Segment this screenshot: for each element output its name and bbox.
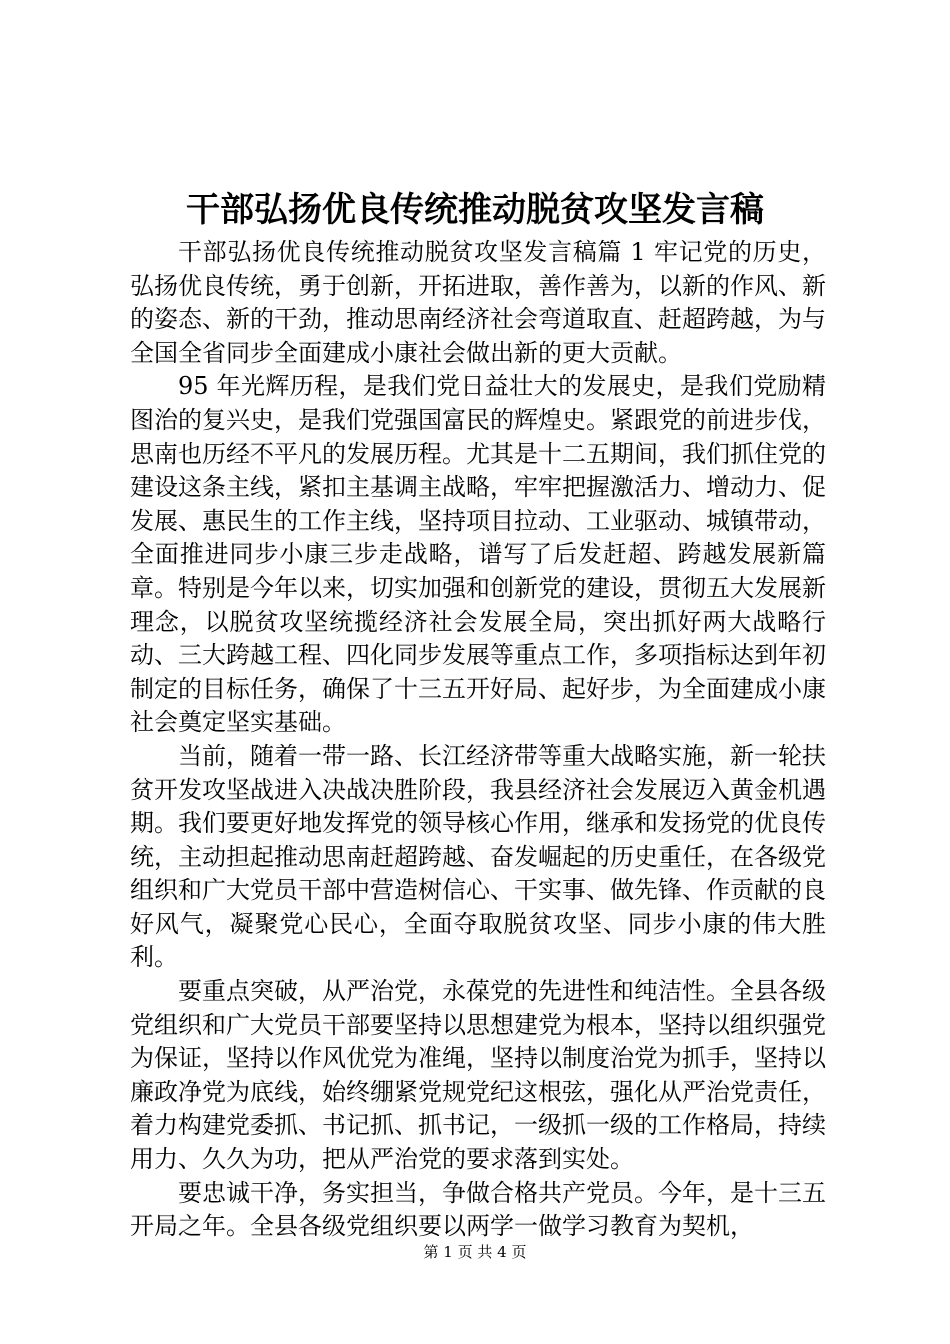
document-body — [130, 236, 826, 1244]
paragraph-1: 干部弘扬优良传统推动脱贫攻坚发言稿篇 1 牢记党的历史，弘扬优良传统，勇于创新，开拓进取，善作善为，以新的作风、新的姿态、新的干劲，推动思南经济社会弯道取直、赶超跨越，为与全国全省同步全面建成小康社会做出新的更大贡献。 — [130, 238, 826, 367]
paragraph-2: 95 年光辉历程，是我们党日益壮大的发展史，是我们党励精图治的复兴史，是我们党强国富民的辉煌史。紧跟党的前进步伐，思南也历经不平凡的发展历程。尤其是十二五期间，我们抓住党的建设这条主线，紧扣主基调主战略，牢牢把握激活力、增动力、促发展、惠民生的工作主线，坚持项目拉动、工业驱动、城镇带动，全面推进同步小康三步走战略，谱写了后发赶超、跨越发展新篇章。特别是今年以来，切实加强和创新党的建设，贯彻五大发展新理念，以脱贫攻坚统揽经济社会发展全局，突出抓好两大战略行动、三大跨越工程、四化同步发展等重点工作，多项指标达到年初制定的目标任务，确保了十三五开好局、起好步，为全面建成小康社会奠定坚实基础。 — [130, 372, 826, 737]
paragraph-3: 当前，随着一带一路、长江经济带等重大战略实施，新一轮扶贫开发攻坚战进入决战决胜阶段，我县经济社会发展迈入黄金机遇期。我们要更好地发挥党的领导核心作用，继承和发扬党的优良传统，主动担起推动思南赶超跨越、奋发崛起的历史重任，在各级党组织和广大党员干部中营造树信心、干实事、做先锋、作贡献的良好风气，凝聚党心民心，全面夺取脱贫攻坚、同步小康的伟大胜利。 — [130, 741, 826, 972]
page-number-footer: 第 1 页 共 4 页 — [423, 1243, 527, 1261]
paragraph-5: 要忠诚干净，务实担当，争做合格共产党员。今年，是十三五开局之年。全县各级党组织要以两学一做学习教育为契机， — [130, 1178, 826, 1241]
document-title: 干部弘扬优良传统推动脱贫攻坚发言稿 — [186, 190, 764, 230]
paragraph-4: 要重点突破，从严治党，永葆党的先进性和纯洁性。全县各级党组织和广大党员干部要坚持以思想建党为根本，坚持以组织强党为保证，坚持以作风优党为准绳，坚持以制度治党为抓手，坚持以廉政净党为底线，始终绷紧党规党纪这根弦，强化从严治党责任，着力构建党委抓、书记抓、抓书记，一级抓一级的工作格局，持续用力、久久为功，把从严治党的要求落到实处。 — [130, 977, 826, 1174]
